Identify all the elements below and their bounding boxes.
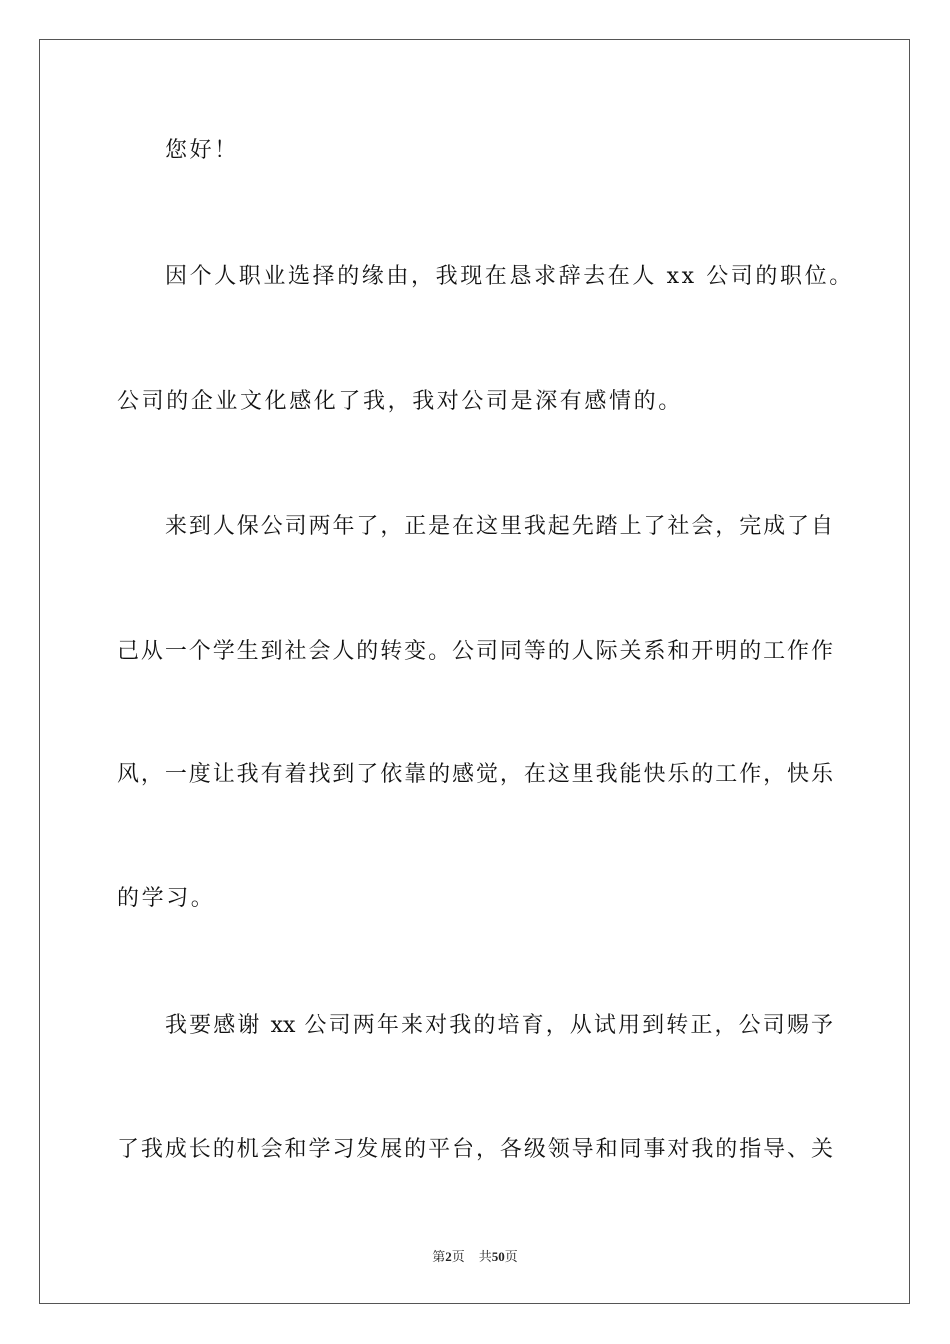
body-line-3: 来到人保公司两年了，正是在这里我起先踏上了社会，完成了自 <box>165 514 833 539</box>
body-line-2: 公司的企业文化感化了我，我对公司是深有感情的。 <box>117 389 683 414</box>
page-prefix: 第 <box>432 1249 446 1264</box>
body-line-8: 了我成长的机会和学习发展的平台，各级领导和同事对我的指导、关 <box>117 1137 833 1162</box>
body-line-4: 己从一个学生到社会人的转变。公司同等的人际关系和开明的工作作 <box>117 639 833 664</box>
body-line-5: 风，一度让我有着找到了依靠的感觉，在这里我能快乐的工作，快乐 <box>117 762 833 787</box>
page-frame <box>39 39 910 1304</box>
body-line-7: 我要感谢 xx 公司两年来对我的培育，从试用到转正，公司赐予 <box>165 1013 833 1038</box>
total-prefix: 共 <box>478 1249 492 1264</box>
total-pages: 50 <box>491 1249 505 1264</box>
total-suffix: 页 <box>504 1249 518 1264</box>
body-line-1: 因个人职业选择的缘由，我现在恳求辞去在人 xx 公司的职位。 <box>165 264 854 289</box>
page-footer <box>0 1248 950 1266</box>
body-line-6: 的学习。 <box>117 886 216 911</box>
greeting-line: 您好！ <box>165 138 239 163</box>
page-suffix: 页 <box>451 1249 465 1264</box>
page-number: 2 <box>445 1249 452 1264</box>
